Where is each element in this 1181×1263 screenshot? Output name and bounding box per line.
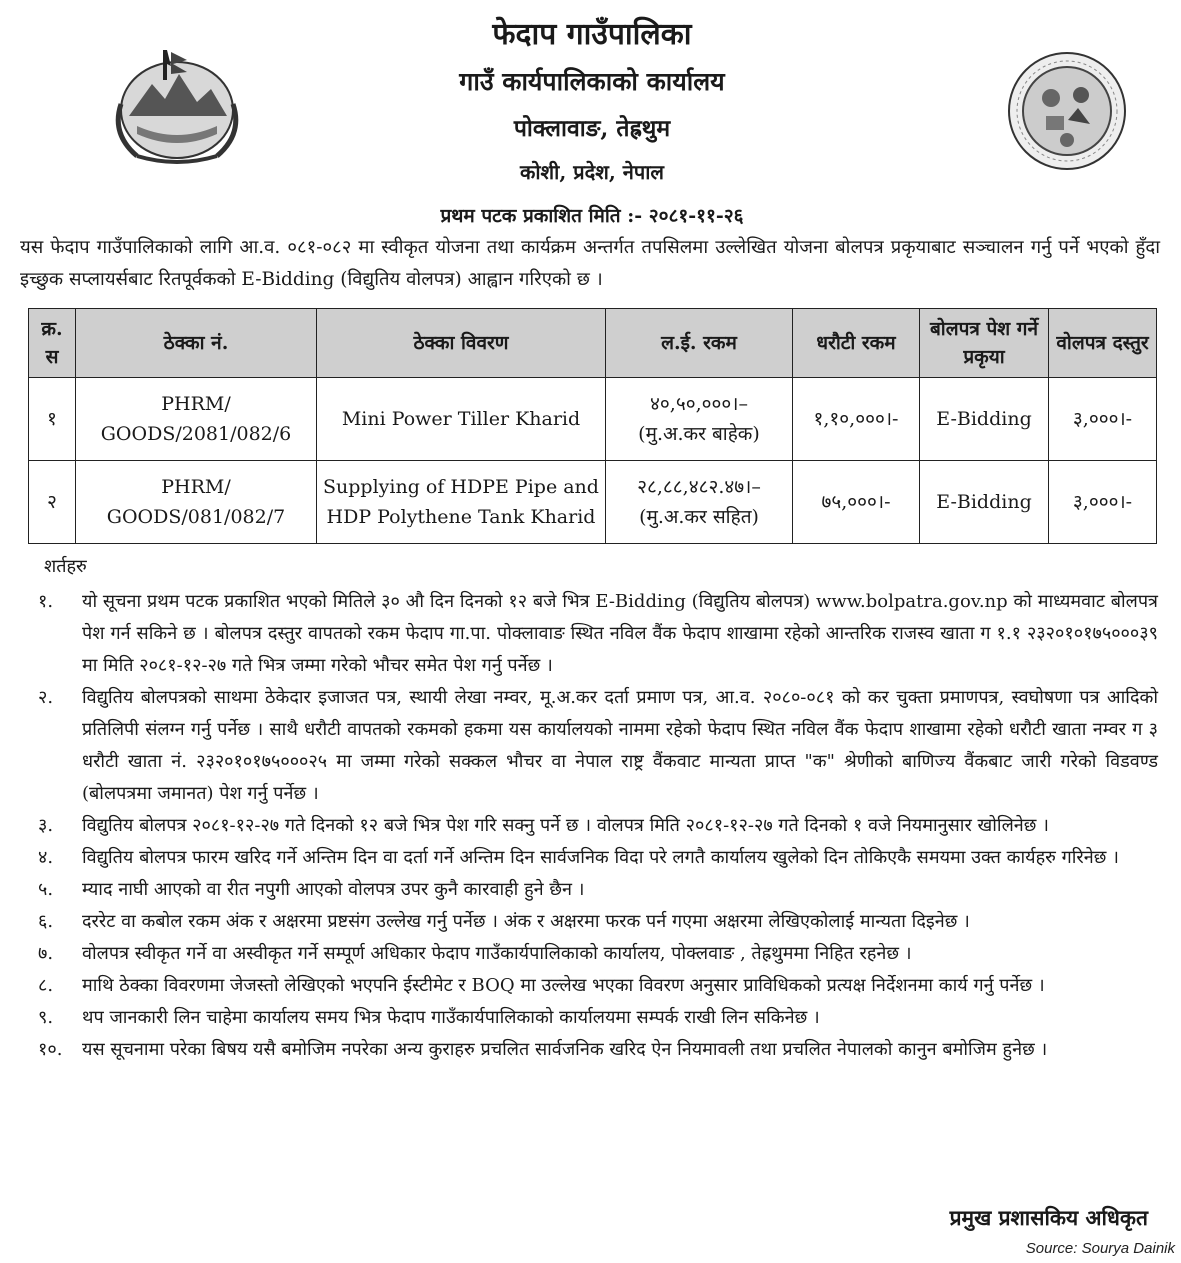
col-header-deposit: धरौटी रकम: [793, 309, 920, 378]
condition-text: यस सूचनामा परेका बिषय यसै बमोजिम नपरेका अन्य कुराहरु प्रचलित सार्वजनिक खरिद ऐन नियमावली तथा प्रचलित नेपालको कानुन बमोजिम हुनेछ ।: [82, 1039, 1048, 1060]
cell-estimate: [606, 461, 793, 544]
condition-number: ९.: [38, 1007, 54, 1028]
condition-number: १०.: [38, 1039, 63, 1060]
list-item: [20, 970, 1158, 1002]
cell-deposit: ७५,०००।-: [793, 461, 920, 544]
cell-description: Supplying of HDPE Pipe and HDP Polythene Tank Kharid: [317, 461, 606, 544]
cell-method: E-Bidding: [920, 461, 1049, 544]
nepal-emblem-icon: [107, 44, 247, 169]
condition-text: विद्युतिय बोलपत्रको साथमा ठेकेदार इजाजत पत्र, स्थायी लेखा नम्वर, मू.अ.कर दर्ता प्रमाण पत्र, आ.व. २०८०-०८१ को कर चुक्ता प्रमाणपत्र, स्वघोषणा पत्र आदिको प्रतिलिपी संलग्न गर्नु पर्नेछ । साथै धरौटी वापतको रकमको हकमा यस कार्यालयको नाममा रहेको फेदाप स्थित नविल वैंक फेदाप शाखामा रहेको धरौटी खाता नम्वर ग ३ धरौटी खाता नं. २३२०१०१७५०००२५ मा जम्मा गरेको सक्कल भौचर वा नेपाल राष्ट्र वैंकवाट मान्यता प्राप्त "क" श्रेणीको बाणिज्य वैंकबाट जारी गरेको विडवण्ड (बोलपत्रमा जमानत) पेश गर्नु पर्नेछ ।: [82, 687, 1158, 804]
list-item: [20, 1002, 1158, 1034]
intro-paragraph: यस फेदाप गाउँपालिकाको लागि आ.व. ०८१-०८२ मा स्वीकृत योजना तथा कार्यक्रम अन्तर्गत तपसिलमा उल्लेखित योजना बोलपत्र प्रकृयाबाट सञ्चालन गर्नु पर्ने भएको हुँदा इच्छुक सप्लायर्सबाट रितपूर्वकको E-Bidding (विद्युतिय वोलपत्र) आह्वान गरिएको छ ।: [20, 237, 1160, 290]
list-item: [20, 810, 1158, 842]
condition-text: म्याद नाघी आएको वा रीत नपुगी आएको वोलपत्र उपर कुनै कारवाही हुने छैन ।: [82, 879, 585, 900]
condition-text: यो सूचना प्रथम पटक प्रकाशित भएको मितिले ३० औ दिन दिनको १२ बजे भित्र E-Bidding (विद्युतिय बोलपत्र) www.bolpatra.gov.np को माध्यमवाट बोलपत्र पेश गर्न सकिने छ । बोलपत्र दस्तुर वापतको रकम फेदाप गा.पा. पोक्लावाङ स्थित नविल वैंक फेदाप शाखामा रहेको आन्तरिक राजस्व खाता ग १.१ २३२०१०१७५०००३९ मा मिति २०८१-१२-२७ गते भित्र जम्मा गरेको भौचर समेत पेश गर्नु पर्नेछ ।: [82, 591, 1158, 676]
signatory-title: प्रमुख प्रशासकिय अधिकृत: [949, 1205, 1148, 1230]
condition-text: थप जानकारी लिन चाहेमा कार्यालय समय भित्र फेदाप गाउँकार्यपालिकाको कार्यालयमा सम्पर्क राखी लिन सकिनेछ ।: [82, 1007, 820, 1028]
first-published-date: प्रथम पटक प्रकाशित मिति :- २०८१-११-२६: [440, 205, 744, 227]
condition-number: १.: [38, 591, 54, 612]
source-credit: Source: Sourya Dainik: [1025, 1240, 1175, 1257]
office-name: गाउँ कार्यपालिकाको कार्यालय: [459, 67, 725, 96]
notice-page: [12, 6, 1172, 1238]
cell-description: Mini Power Tiller Kharid: [317, 378, 606, 461]
list-item: [20, 874, 1158, 906]
condition-number: ६.: [38, 911, 54, 932]
municipality-seal-icon: [1006, 50, 1128, 172]
conditions-title: शर्तहरु: [44, 556, 87, 577]
col-header-fee: वोलपत्र दस्तुर: [1049, 309, 1157, 378]
cell-fee: ३,०००।-: [1049, 378, 1157, 461]
estimate-amount: ४०,५०,०००।–: [650, 393, 748, 415]
cell-sn: २: [29, 461, 76, 544]
col-header-sn: क्र. स: [29, 309, 76, 378]
condition-text: विद्युतिय बोलपत्र फारम खरिद गर्ने अन्तिम दिन वा दर्ता गर्ने अन्तिम दिन सार्वजनिक विदा परे लगतै कार्यालय खुलेको दिन तोकिएकै समयमा उक्त कार्यहरु गरिनेछ ।: [82, 847, 1119, 868]
list-item: [20, 682, 1158, 810]
col-header-estimate: ल.ई. रकम: [606, 309, 793, 378]
condition-text: दररेट वा कबोल रकम अंक र अक्षरमा प्रष्टसंग उल्लेख गर्नु पर्नेछ । अंक र अक्षरमा फरक पर्न गएमा अक्षरमा लेखिएकोलाई मान्यता दिइनेछ ।: [82, 911, 970, 932]
list-item: [20, 1034, 1158, 1066]
table-row: [29, 378, 1157, 461]
list-item: [20, 842, 1158, 874]
condition-text: माथि ठेक्का विवरणमा जेजस्तो लेखिएको भएपनि ईस्टीमेट र BOQ मा उल्लेख भएका विवरण अनुसार प्राविधिकको प्रत्यक्ष निर्देशनमा कार्य गर्नु पर्नेछ ।: [82, 975, 1045, 996]
list-item: [20, 938, 1158, 970]
col-header-contract-no: ठेक्का नं.: [76, 309, 317, 378]
condition-number: ४.: [38, 847, 54, 868]
estimate-amount: २८,८८,४८२.४७।–: [637, 476, 761, 498]
table-header-row: [29, 309, 1157, 378]
notice-header: [12, 6, 1172, 206]
cell-estimate: [606, 378, 793, 461]
cell-fee: ३,०००।-: [1049, 461, 1157, 544]
col-header-description: ठेक्का विवरण: [317, 309, 606, 378]
condition-number: २.: [38, 687, 54, 708]
estimate-note: (मु.अ.कर बाहेक): [638, 423, 760, 445]
condition-number: ५.: [38, 879, 54, 900]
cell-method: E-Bidding: [920, 378, 1049, 461]
cell-sn: १: [29, 378, 76, 461]
cell-contract-no: PHRM/ GOODS/081/082/7: [76, 461, 317, 544]
list-item: [20, 906, 1158, 938]
cell-contract-no: PHRM/ GOODS/2081/082/6: [76, 378, 317, 461]
province-name: कोशी, प्रदेश, नेपाल: [520, 160, 664, 184]
cell-deposit: १,१०,०००।-: [793, 378, 920, 461]
col-header-method: बोलपत्र पेश गर्ने प्रकृया: [920, 309, 1049, 378]
tender-table: [28, 308, 1157, 544]
municipality-name: फेदाप गाउँपालिका: [492, 17, 692, 52]
estimate-note: (मु.अ.कर सहित): [639, 506, 759, 528]
conditions-list: [20, 586, 1158, 1066]
condition-number: ८.: [38, 975, 54, 996]
condition-number: ७.: [38, 943, 54, 964]
office-location: पोक्लावाङ, तेह्रथुम: [513, 115, 671, 142]
table-row: [29, 461, 1157, 544]
condition-number: ३.: [38, 815, 54, 836]
condition-text: विद्युतिय बोलपत्र २०८१-१२-२७ गते दिनको १२ बजे भित्र पेश गरि सक्नु पर्ने छ । वोलपत्र मिति २०८१-१२-२७ गते दिनको १ वजे नियमानुसार खोलिनेछ ।: [82, 815, 1049, 836]
condition-text: वोलपत्र स्वीकृत गर्ने वा अस्वीकृत गर्ने सम्पूर्ण अधिकार फेदाप गाउँकार्यपालिकाको कार्यालय, पोक्लवाङ , तेह्रथुममा निहित रहनेछ ।: [82, 943, 912, 964]
list-item: [20, 586, 1158, 682]
